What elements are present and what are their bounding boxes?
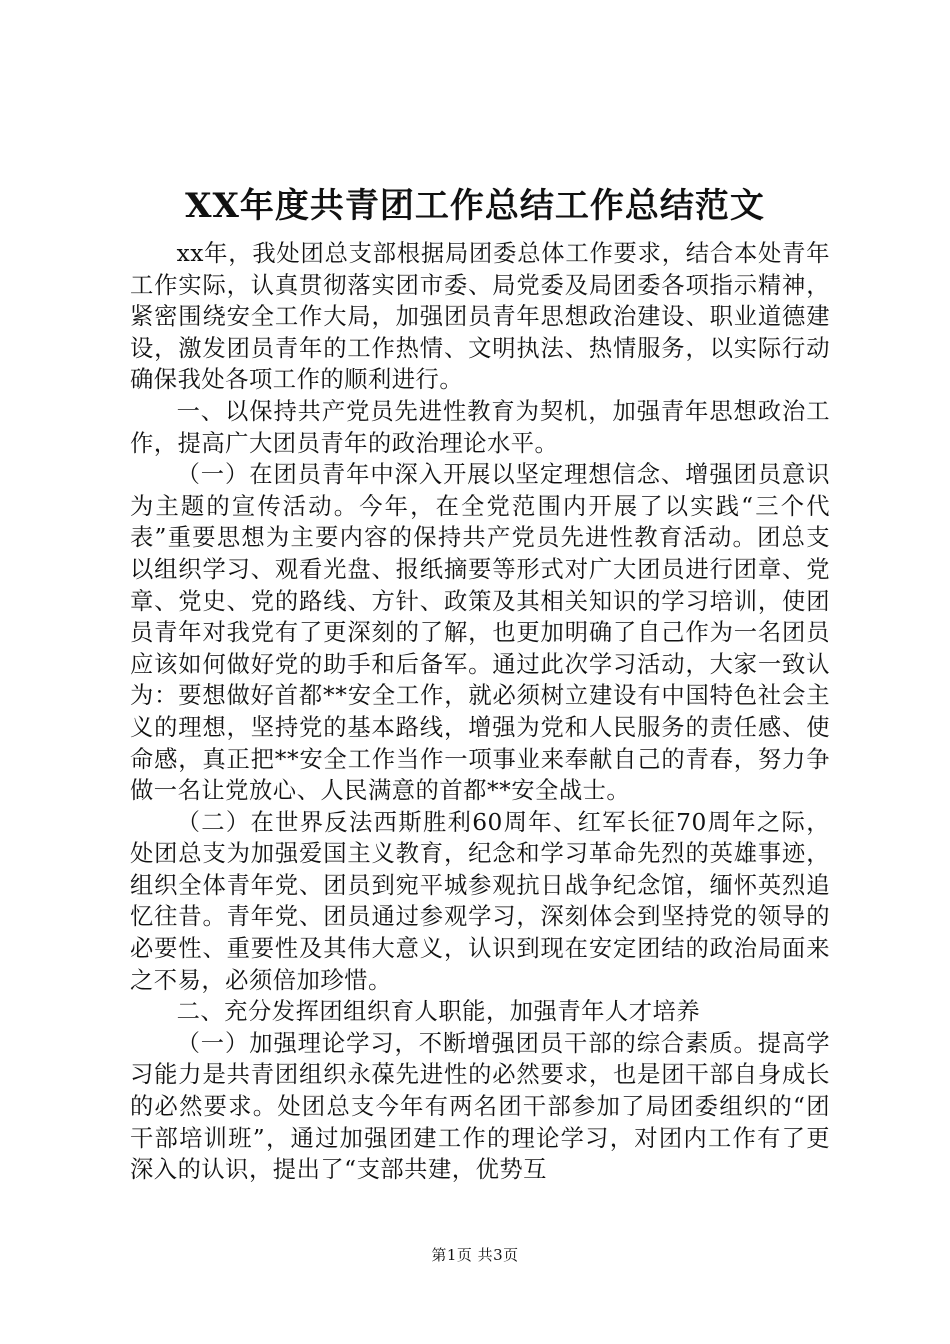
document-body (130, 238, 830, 1186)
paragraph-section-2-heading: 二、充分发挥团组织育人职能，加强青年人才培养 (176, 998, 701, 1026)
page-footer: 第1页 共3页 (431, 1246, 519, 1264)
paragraph-section-2-item-1: （一）加强理论学习，不断增强团员干部的综合素质。提高学习能力是共青团组织永葆先进性的必然要求，也是团干部自身成长的必然要求。处团总支今年有两名团干部参加了局团委组织的“团干部培训班”，通过加强团建工作的理论学习，对团内工作有了更深入的认识，提出了“支部共建，优势互 (130, 1029, 830, 1184)
paragraph-section-1-heading: 一、以保持共产党员先进性教育为契机，加强青年思想政治工作，提高广大团员青年的政治理论水平。 (130, 397, 830, 457)
document-title: XX年度共青团工作总结工作总结范文 (185, 186, 765, 226)
paragraph-section-1-item-2: （二）在世界反法西斯胜利60周年、红军长征70周年之际，处团总支为加强爱国主义教育，纪念和学习革命先烈的英雄事迹，组织全体青年党、团员到宛平城参观抗日战争纪念馆，缅怀英烈追忆往昔。青年党、团员通过参观学习，深刻体会到坚持党的领导的必要性、重要性及其伟大意义，认识到现在安定团结的政治局面来之不易，必须倍加珍惜。 (130, 808, 830, 994)
paragraph-section-1-item-1: （一）在团员青年中深入开展以坚定理想信念、增强团员意识为主题的宣传活动。今年，在全党范围内开展了以实践“三个代表”重要思想为主要内容的保持共产党员先进性教育活动。团总支以组织学习、观看光盘、报纸摘要等形式对广大团员进行团章、党章、党史、党的路线、方针、政策及其相关知识的学习培训，使团员青年对我党有了更深刻的了解，也更加明确了自己作为一名团员应该如何做好党的助手和后备军。通过此次学习活动，大家一致认为：要想做好首都**安全工作，就必须树立建设有中国特色社会主义的理想，坚持党的基本路线，增强为党和人民服务的责任感、使命感，真正把**安全工作当作一项事业来奉献自己的青春，努力争做一名让党放心、人民满意的首都**安全战士。 (130, 461, 830, 805)
paragraph-intro: xx年，我处团总支部根据局团委总体工作要求，结合本处青年工作实际，认真贯彻落实团市委、局党委及局团委各项指示精神，紧密围绕安全工作大局，加强团员青年思想政治建设、职业道德建设，激发团员青年的工作热情、文明执法、热情服务，以实际行动确保我处各项工作的顺利进行。 (130, 240, 830, 394)
